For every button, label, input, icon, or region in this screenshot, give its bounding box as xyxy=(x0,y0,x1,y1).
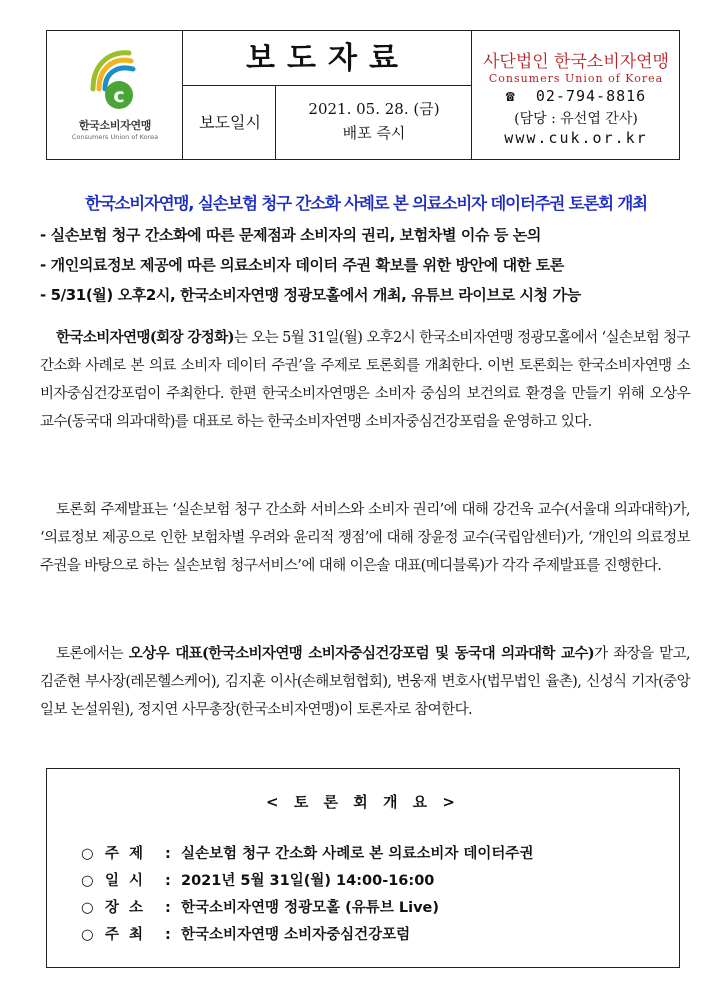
body-paragraph-1 xyxy=(40,324,690,436)
org-info xyxy=(473,31,679,159)
org-logo xyxy=(47,31,183,159)
body-paragraph-3 xyxy=(40,640,690,724)
logo-text-ko: 한국소비자연맹 xyxy=(78,119,152,132)
bullet-item: - 5/31(월) 오후2시, 한국소비자연맹 정광모홀에서 개최, 유튜브 라이브로 시청 가능 xyxy=(40,286,581,304)
page-title: 보도자료 xyxy=(246,41,410,76)
summary-label: 일시 xyxy=(105,873,154,889)
org-chair: 한국소비자연맹(회장 강정화) xyxy=(56,329,234,346)
summary-label: 장소 xyxy=(105,900,154,916)
circle-bullet-icon: ○ xyxy=(81,927,94,943)
circle-bullet-icon: ○ xyxy=(81,873,94,889)
cuk-logo-icon xyxy=(85,49,145,115)
summary-item: ○ 주제 : 실손보험 청구 간소화 사례로 본 의료소비자 데이터주권 xyxy=(81,841,533,868)
summary-item: ○ 주최 : 한국소비자연맹 소비자중심건강포럼 xyxy=(81,922,533,949)
summary-value: 한국소비자연맹 정광모홀 (유튜브 Live) xyxy=(181,900,439,916)
headline: 한국소비자연맹, 실손보험 청구 간소화 사례로 본 의료소비자 데이터주권 토론회 개최 xyxy=(85,194,647,213)
summary-value: 실손보험 청구 간소화 사례로 본 의료소비자 데이터주권 xyxy=(181,846,534,862)
summary-item: ○ 장소 : 한국소비자연맹 정광모홀 (유튜브 Live) xyxy=(81,895,533,922)
summary-value: 2021년 5월 31일(월) 14:00-16:00 xyxy=(181,873,435,889)
paragraph-text: 가 좌장을 맡고, 김준현 부사장(레몬헬스케어), 김지훈 이사(손해보험협회), 변웅재 변호사(법무법인 율촌), 신성식 기자(중앙일보 논설위원), 정지연 사무총장(한국소비자연맹)이 토론자로 참여한다. xyxy=(40,646,691,718)
release-date-block xyxy=(277,97,471,145)
org-website[interactable]: www.cuk.or.kr xyxy=(504,129,648,147)
release-date: 2021. 05. 28. (금) xyxy=(308,100,440,118)
org-name: 사단법인 한국소비자연맹 xyxy=(482,52,670,72)
phone-number: 02-794-8816 xyxy=(535,87,647,105)
body-paragraph-2: 토론회 주제발표는 ‘실손보험 청구 간소화 서비스와 소비자 권리’에 대해 강건욱 교수(서울대 의과대학)가, ‘의료정보 제공으로 인한 보험차별 우려와 윤리적 쟁점’에 대해 장윤정 교수(국립암센터)가, ‘개인의 의료정보 주권을 바탕으로 하는 실손보험 청구서비스’에 대해 이은솔 대표(메디블록)가 각각 주제발표를 진행한다. xyxy=(40,502,690,574)
paragraph-text: 는 오는 5월 31일(월) 오후2시 한국소비자연맹 정광모홀에서 ‘실손보험 청구 간소화 사례로 본 의료 소비자 데이터 주권’을 주제로 토론회를 개최한다. 이번 토론회는 한국소비자연맹 소비자중심건강포럼이 주최한다. 한편 한국소비자연맹은 소비자 중심의 보건의료 환경을 만들기 위해 오상우 교수(동국대 의과대학)를 대표로 하는 한국소비자연맹 소비자중심건강포럼을 운영하고 있다. xyxy=(40,330,690,430)
logo-text-en: Consumers Union of Korea xyxy=(71,133,159,141)
org-name-en: Consumers Union of Korea xyxy=(488,72,664,85)
summary-value: 한국소비자연맹 소비자중심건강포럼 xyxy=(181,927,411,943)
svg-text:c: c xyxy=(113,85,125,107)
summary-list xyxy=(81,841,533,949)
release-timing: 배포 즉시 xyxy=(342,124,406,142)
org-contact: (담당 : 유선엽 간사) xyxy=(514,111,638,127)
summary-label: 주제 xyxy=(105,846,154,862)
date-label: 보도일시 xyxy=(199,113,261,132)
circle-bullet-icon: ○ xyxy=(81,846,94,862)
summary-bullets xyxy=(40,220,700,310)
moderator: 오상우 대표(한국소비자연맹 소비자중심건강포럼 및 동국대 의과대학 교수) xyxy=(128,645,595,662)
org-phone xyxy=(473,87,679,105)
summary-item: ○ 일시 : 2021년 5월 31일(월) 14:00-16:00 xyxy=(81,868,533,895)
circle-bullet-icon: ○ xyxy=(81,900,94,916)
summary-title: < 토 론 회 개 요 > xyxy=(266,793,460,811)
paragraph-lead: 토론에서는 xyxy=(56,646,129,662)
phone-icon: ☎ xyxy=(505,87,516,105)
press-header-table xyxy=(46,30,680,160)
event-summary-box xyxy=(46,768,680,968)
summary-label: 주최 xyxy=(105,927,154,943)
bullet-item: - 실손보험 청구 간소화에 따른 문제점과 소비자의 권리, 보험차별 이슈 등 논의 xyxy=(40,226,541,244)
bullet-item: - 개인의료정보 제공에 따른 의료소비자 데이터 주권 확보를 위한 방안에 대한 토론 xyxy=(40,256,564,274)
